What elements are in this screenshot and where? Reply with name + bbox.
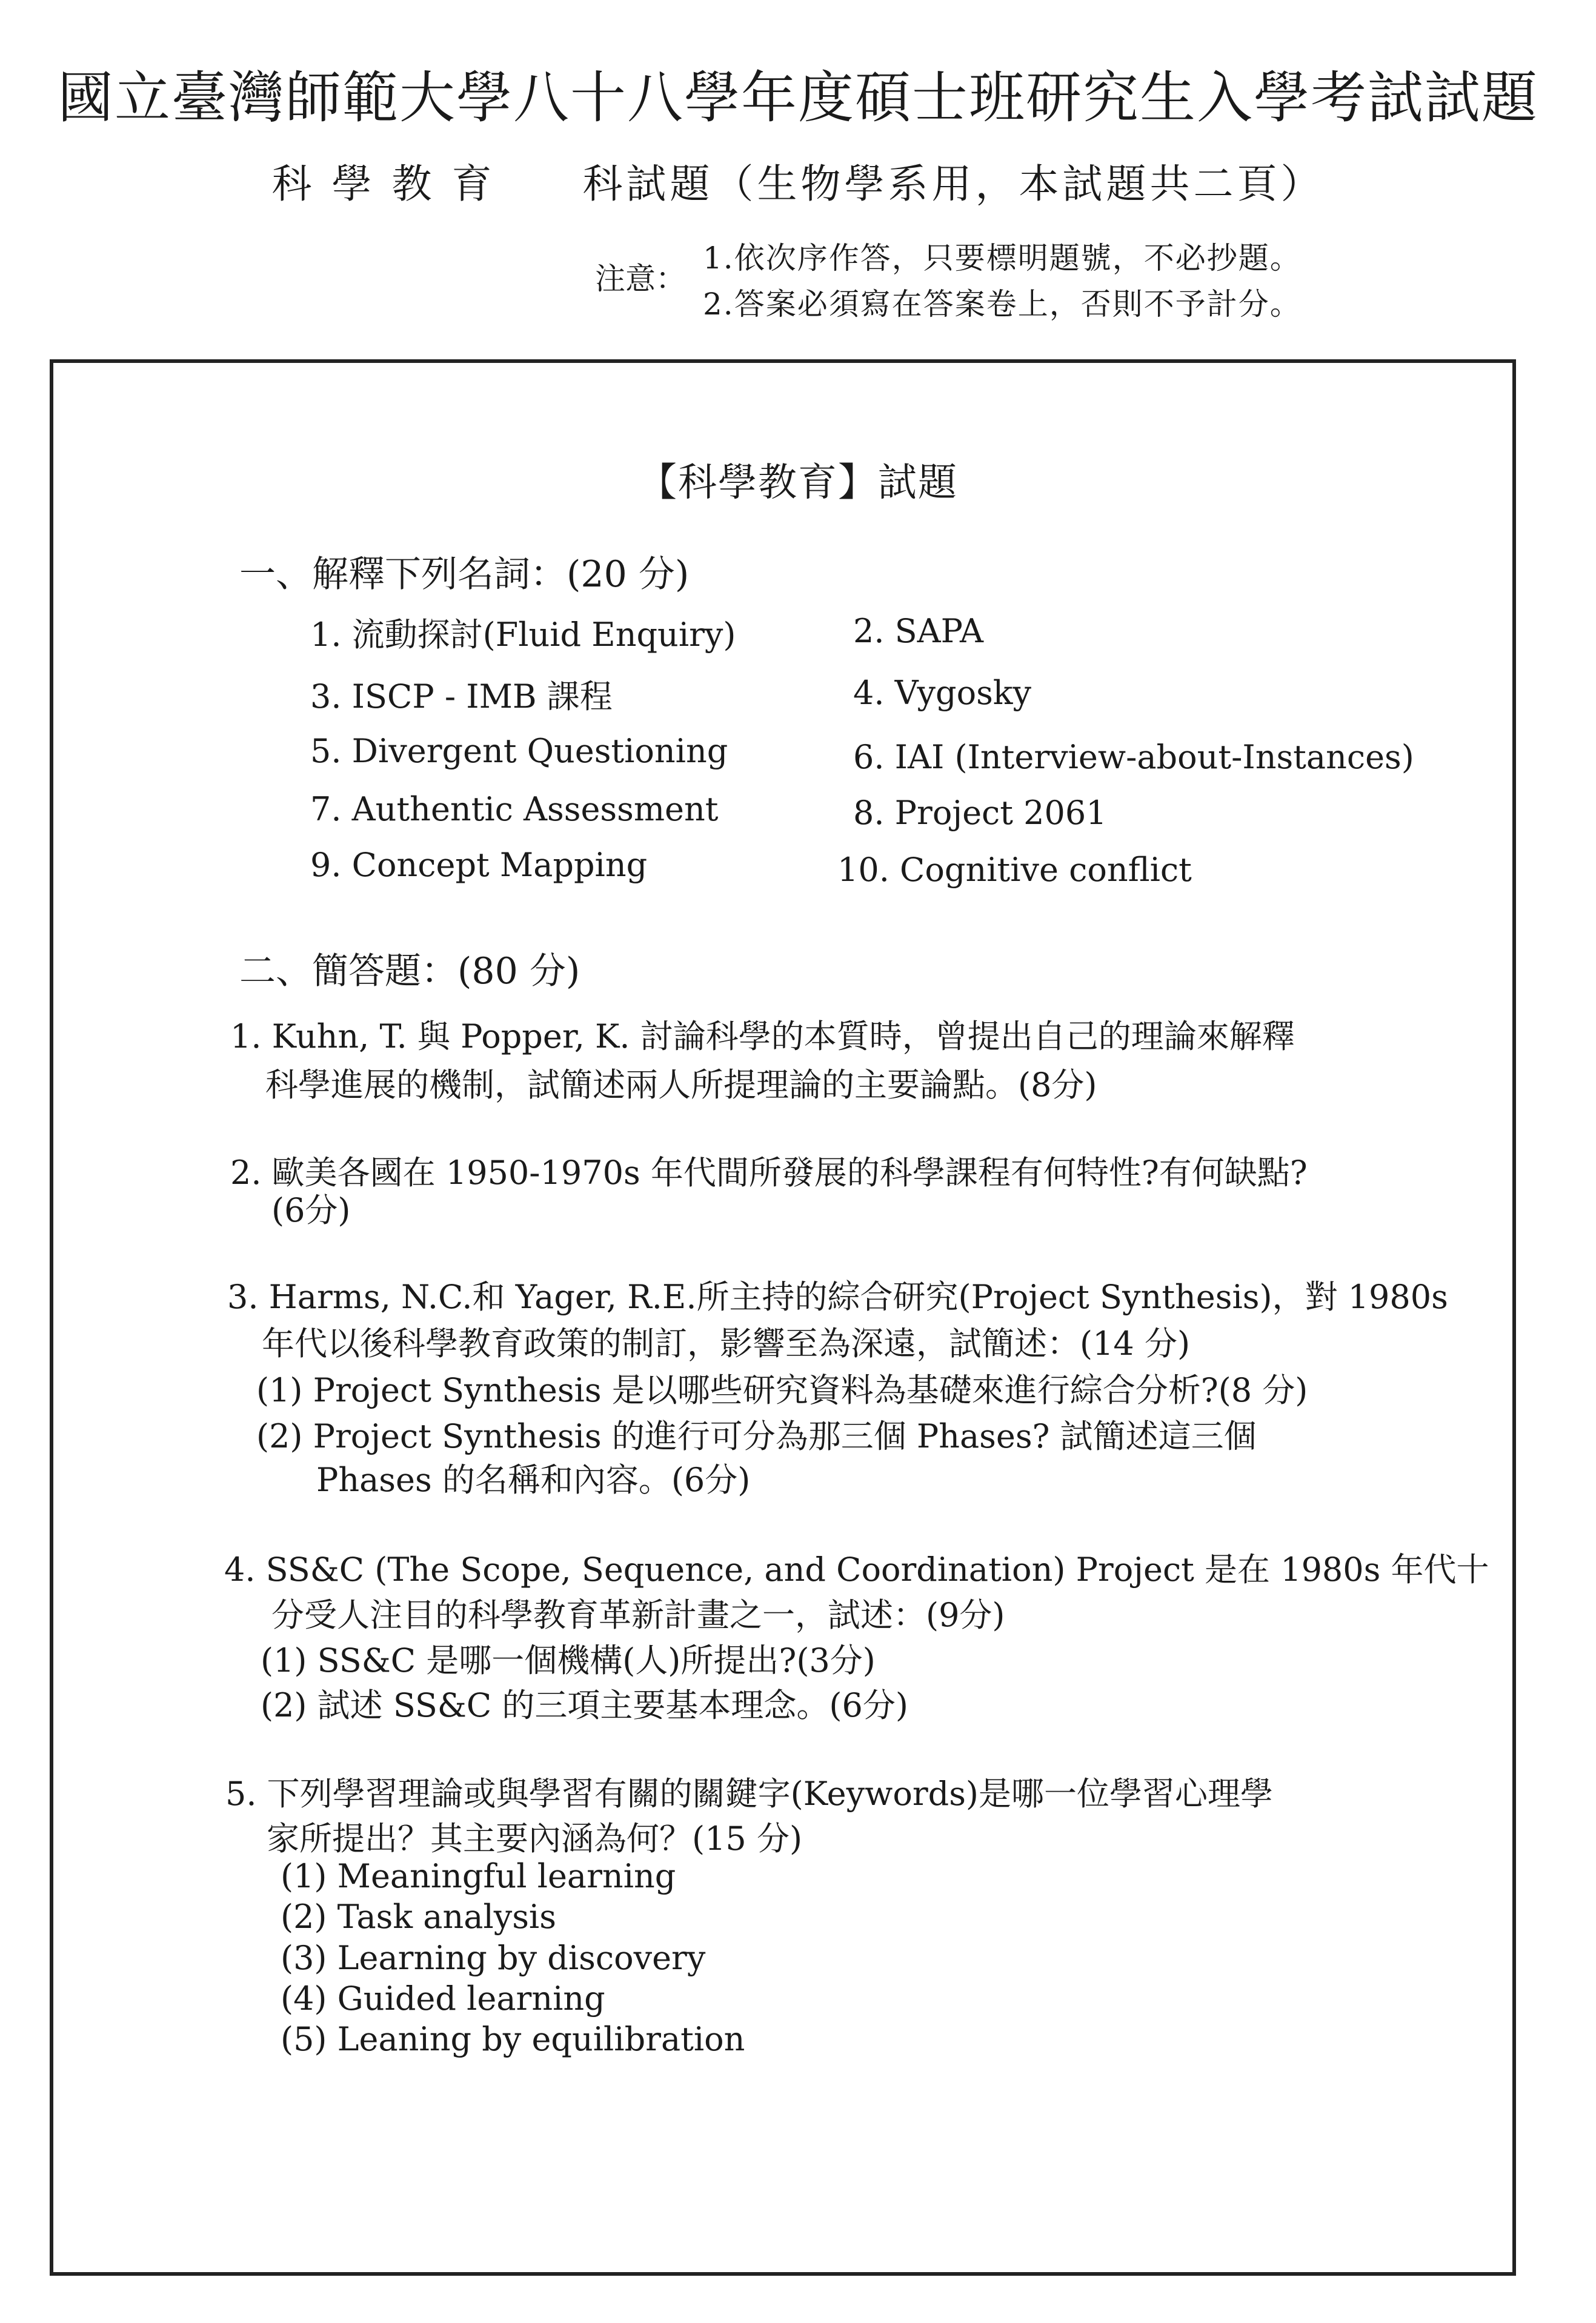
exam-heading: 【科學教育】試題	[638, 460, 958, 505]
term-item-3: 3. ISCP - IMB 課程	[310, 677, 613, 716]
question-5-line-1: 5. 下列學習理論或與學習有關的關鍵字(Keywords)是哪一位學習心理學	[225, 1775, 1273, 1813]
question-3-line-2: 年代以後科學教育政策的制訂，影響至為深遠，試簡述：(14 分)	[262, 1324, 1191, 1363]
notice-label: 注意：	[595, 261, 686, 296]
page-subtitle: 科 學 教 育 科試題（生物學系用，本試題共二頁）	[271, 161, 1325, 207]
question-4-sub-1: (1) SS&C 是哪一個機構(人)所提出?(3分)	[261, 1641, 876, 1680]
term-item-6: 6. IAI (Interview-about-Instances)	[853, 738, 1414, 776]
question-3-sub-2: (2) Project Synthesis 的進行可分為那三個 Phases? 試簡述這三個	[256, 1417, 1257, 1455]
notice-line-2: 2.答案必須寫在答案卷上，否則不予計分。	[703, 287, 1302, 322]
question-3-sub-2-cont: Phases 的名稱和內容。(6分)	[316, 1461, 751, 1499]
term-item-1: 1. 流動探討(Fluid Enquiry)	[310, 616, 736, 654]
term-item-8: 8. Project 2061	[853, 794, 1107, 832]
question-5-keyword-4: (4) Guided learning	[281, 1979, 605, 2018]
page-title: 國立臺灣師範大學八十八學年度碩士班研究生入學考試試題	[57, 65, 1538, 130]
term-item-2: 2. SAPA	[853, 612, 984, 650]
notice-line-1: 1.依次序作答，只要標明題號，不必抄題。	[703, 241, 1302, 276]
question-5-keyword-5: (5) Leaning by equilibration	[281, 2020, 745, 2058]
part2-title: 二、簡答題：(80 分)	[239, 950, 580, 992]
question-4-sub-2: (2) 試述 SS&C 的三項主要基本理念。(6分)	[261, 1686, 908, 1724]
question-1-line-2: 科學進展的機制，試簡述兩人所提理論的主要論點。(8分)	[265, 1066, 1097, 1104]
question-2-line-2: (6分)	[271, 1191, 351, 1229]
question-4-line-2: 分受人注目的科學教育革新計畫之一，試述：(9分)	[271, 1596, 1005, 1634]
question-5-keyword-1: (1) Meaningful learning	[281, 1857, 676, 1895]
term-item-4: 4. Vygosky	[853, 674, 1032, 712]
question-5-keyword-2: (2) Task analysis	[281, 1898, 556, 1936]
question-1-line-1: 1. Kuhn, T. 與 Popper, K. 討論科學的本質時，曾提出自己的理論來解釋	[230, 1017, 1295, 1055]
question-2-line-1: 2. 歐美各國在 1950-1970s 年代間所發展的科學課程有何特性?有何缺點?	[230, 1154, 1308, 1192]
term-item-9: 9. Concept Mapping	[310, 846, 648, 884]
term-item-7: 7. Authentic Assessment	[310, 790, 719, 828]
question-3-line-1: 3. Harms, N.C.和 Yager, R.E.所主持的綜合研究(Project Synthesis)，對 1980s	[227, 1278, 1448, 1316]
question-4-line-1: 4. SS&C (The Scope, Sequence, and Coordination) Project 是在 1980s 年代十	[224, 1550, 1489, 1589]
term-item-10: 10. Cognitive conflict	[837, 851, 1192, 889]
question-5-keyword-3: (3) Learning by discovery	[281, 1939, 706, 1977]
term-item-5: 5. Divergent Questioning	[310, 732, 728, 770]
question-3-sub-1: (1) Project Synthesis 是以哪些研究資料為基礎來進行綜合分析?(8 分)	[256, 1371, 1308, 1409]
question-5-line-2: 家所提出？其主要內涵為何？(15 分)	[267, 1820, 803, 1858]
part1-title: 一、解釋下列名詞：(20 分)	[239, 553, 690, 596]
